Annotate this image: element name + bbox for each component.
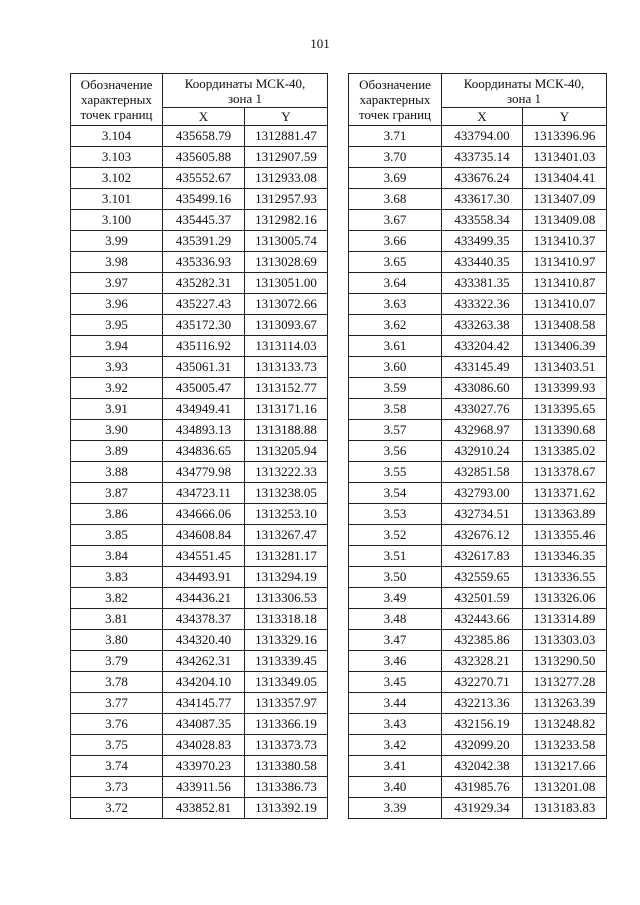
point-label-cell: 3.77 bbox=[71, 693, 163, 714]
x-coordinate-cell: 433794.00 bbox=[442, 126, 523, 147]
point-label-cell: 3.60 bbox=[349, 357, 442, 378]
table-row bbox=[71, 735, 328, 756]
point-label-cell: 3.54 bbox=[349, 483, 442, 504]
point-label-cell: 3.97 bbox=[71, 273, 163, 294]
table-row bbox=[71, 714, 328, 735]
coordinates-header-line2: зона 1 bbox=[506, 90, 542, 106]
point-label-cell: 3.59 bbox=[349, 378, 442, 399]
y-coordinate-cell: 1313238.05 bbox=[245, 483, 328, 504]
x-coordinate-cell: 433086.60 bbox=[442, 378, 523, 399]
y-coordinate-cell: 1313355.46 bbox=[523, 525, 607, 546]
y-coordinate-cell: 1313329.16 bbox=[245, 630, 328, 651]
y-coordinate-cell: 1313399.93 bbox=[523, 378, 607, 399]
y-coordinate-cell: 1313410.07 bbox=[523, 294, 607, 315]
table-row bbox=[349, 294, 607, 315]
y-coordinate-cell: 1313072.66 bbox=[245, 294, 328, 315]
y-coordinate-cell: 1313306.53 bbox=[245, 588, 328, 609]
table-row bbox=[71, 693, 328, 714]
x-coordinate-cell: 435336.93 bbox=[163, 252, 245, 273]
point-label-cell: 3.91 bbox=[71, 399, 163, 420]
y-coordinate-cell: 1313346.35 bbox=[523, 546, 607, 567]
point-label-cell: 3.42 bbox=[349, 735, 442, 756]
y-coordinate-cell: 1313188.88 bbox=[245, 420, 328, 441]
table-row bbox=[71, 273, 328, 294]
x-coordinate-cell: 434608.84 bbox=[163, 525, 245, 546]
x-coordinate-cell: 432328.21 bbox=[442, 651, 523, 672]
table-row bbox=[349, 735, 607, 756]
point-label-cell: 3.90 bbox=[71, 420, 163, 441]
y-coordinate-cell: 1313390.68 bbox=[523, 420, 607, 441]
table-row bbox=[71, 168, 328, 189]
point-label-cell: 3.73 bbox=[71, 777, 163, 798]
point-label-cell: 3.81 bbox=[71, 609, 163, 630]
y-coordinate-cell: 1313133.73 bbox=[245, 357, 328, 378]
y-coordinate-cell: 1313290.50 bbox=[523, 651, 607, 672]
x-coordinate-cell: 434666.06 bbox=[163, 504, 245, 525]
y-coordinate-cell: 1313267.47 bbox=[245, 525, 328, 546]
y-coordinate-cell: 1313217.66 bbox=[523, 756, 607, 777]
x-coordinate-cell: 432042.38 bbox=[442, 756, 523, 777]
point-label-cell: 3.94 bbox=[71, 336, 163, 357]
point-label-header-line3: точек границ bbox=[80, 107, 153, 122]
table-row bbox=[349, 693, 607, 714]
x-header: X bbox=[442, 108, 523, 126]
table-row bbox=[349, 273, 607, 294]
x-coordinate-cell: 431985.76 bbox=[442, 777, 523, 798]
y-coordinate-cell: 1313403.51 bbox=[523, 357, 607, 378]
y-coordinate-cell: 1313336.55 bbox=[523, 567, 607, 588]
x-coordinate-cell: 434836.65 bbox=[163, 441, 245, 462]
y-coordinate-cell: 1313409.08 bbox=[523, 210, 607, 231]
x-coordinate-cell: 432213.36 bbox=[442, 693, 523, 714]
point-label-cell: 3.55 bbox=[349, 462, 442, 483]
table-row bbox=[71, 798, 328, 819]
table-row bbox=[349, 525, 607, 546]
point-label-cell: 3.62 bbox=[349, 315, 442, 336]
y-coordinate-cell: 1313366.19 bbox=[245, 714, 328, 735]
point-label-cell: 3.84 bbox=[71, 546, 163, 567]
table-row bbox=[71, 147, 328, 168]
point-label-cell: 3.82 bbox=[71, 588, 163, 609]
table-row bbox=[349, 357, 607, 378]
x-coordinate-cell: 435172.30 bbox=[163, 315, 245, 336]
table-row bbox=[71, 294, 328, 315]
table-row bbox=[71, 651, 328, 672]
y-coordinate-cell: 1313408.58 bbox=[523, 315, 607, 336]
x-coordinate-cell: 434087.35 bbox=[163, 714, 245, 735]
point-label-cell: 3.61 bbox=[349, 336, 442, 357]
y-coordinate-cell: 1312982.16 bbox=[245, 210, 328, 231]
x-coordinate-cell: 434436.21 bbox=[163, 588, 245, 609]
point-label-cell: 3.95 bbox=[71, 315, 163, 336]
table-row bbox=[349, 126, 607, 147]
point-label-header-line3: точек границ bbox=[358, 107, 432, 122]
table-row bbox=[349, 210, 607, 231]
x-coordinate-cell: 433911.56 bbox=[163, 777, 245, 798]
x-coordinate-cell: 435282.31 bbox=[163, 273, 245, 294]
table-row bbox=[349, 504, 607, 525]
point-label-header-line1: Обозначение bbox=[80, 77, 153, 92]
x-coordinate-cell: 433558.34 bbox=[442, 210, 523, 231]
point-label-cell: 3.46 bbox=[349, 651, 442, 672]
point-label-cell: 3.88 bbox=[71, 462, 163, 483]
point-label-cell: 3.103 bbox=[71, 147, 163, 168]
point-label-cell: 3.64 bbox=[349, 273, 442, 294]
table-row bbox=[349, 147, 607, 168]
y-coordinate-cell: 1313357.97 bbox=[245, 693, 328, 714]
point-label-cell: 3.104 bbox=[71, 126, 163, 147]
table-row bbox=[71, 756, 328, 777]
x-coordinate-cell: 435061.31 bbox=[163, 357, 245, 378]
x-coordinate-cell: 433263.38 bbox=[442, 315, 523, 336]
y-coordinate-cell: 1313005.74 bbox=[245, 231, 328, 252]
table-row bbox=[71, 210, 328, 231]
x-coordinate-cell: 434204.10 bbox=[163, 672, 245, 693]
table-row bbox=[349, 609, 607, 630]
x-coordinate-cell: 434723.11 bbox=[163, 483, 245, 504]
x-coordinate-cell: 435605.88 bbox=[163, 147, 245, 168]
y-coordinate-cell: 1313152.77 bbox=[245, 378, 328, 399]
point-label-cell: 3.102 bbox=[71, 168, 163, 189]
table-row bbox=[71, 546, 328, 567]
table-row bbox=[349, 777, 607, 798]
y-coordinate-cell: 1313318.18 bbox=[245, 609, 328, 630]
y-coordinate-cell: 1313401.03 bbox=[523, 147, 607, 168]
table-row bbox=[71, 357, 328, 378]
table-row bbox=[349, 315, 607, 336]
point-label-cell: 3.65 bbox=[349, 252, 442, 273]
y-coordinate-cell: 1313373.73 bbox=[245, 735, 328, 756]
table-row bbox=[71, 252, 328, 273]
y-coordinate-cell: 1313410.97 bbox=[523, 252, 607, 273]
x-coordinate-cell: 431929.34 bbox=[442, 798, 523, 819]
table-row bbox=[71, 588, 328, 609]
point-label-cell: 3.83 bbox=[71, 567, 163, 588]
point-label-cell: 3.72 bbox=[71, 798, 163, 819]
table-row bbox=[71, 126, 328, 147]
table-row bbox=[71, 399, 328, 420]
y-coordinate-cell: 1313396.96 bbox=[523, 126, 607, 147]
point-label-cell: 3.74 bbox=[71, 756, 163, 777]
y-coordinate-cell: 1313404.41 bbox=[523, 168, 607, 189]
x-coordinate-cell: 432734.51 bbox=[442, 504, 523, 525]
y-coordinate-cell: 1313380.58 bbox=[245, 756, 328, 777]
x-coordinate-cell: 433499.35 bbox=[442, 231, 523, 252]
point-label-cell: 3.41 bbox=[349, 756, 442, 777]
point-label-cell: 3.49 bbox=[349, 588, 442, 609]
table-row bbox=[71, 777, 328, 798]
x-coordinate-cell: 435116.92 bbox=[163, 336, 245, 357]
table-row bbox=[71, 630, 328, 651]
y-coordinate-cell: 1313028.69 bbox=[245, 252, 328, 273]
point-label-cell: 3.57 bbox=[349, 420, 442, 441]
table-row bbox=[349, 420, 607, 441]
point-label-cell: 3.101 bbox=[71, 189, 163, 210]
table-row bbox=[349, 378, 607, 399]
y-coordinate-cell: 1313201.08 bbox=[523, 777, 607, 798]
point-label-cell: 3.48 bbox=[349, 609, 442, 630]
x-coordinate-cell: 432910.24 bbox=[442, 441, 523, 462]
y-coordinate-cell: 1313294.19 bbox=[245, 567, 328, 588]
y-coordinate-cell: 1313386.73 bbox=[245, 777, 328, 798]
point-label-cell: 3.78 bbox=[71, 672, 163, 693]
table-row bbox=[71, 441, 328, 462]
y-coordinate-cell: 1313349.05 bbox=[245, 672, 328, 693]
point-label-cell: 3.47 bbox=[349, 630, 442, 651]
x-coordinate-cell: 433735.14 bbox=[442, 147, 523, 168]
point-label-cell: 3.50 bbox=[349, 567, 442, 588]
coordinates-header-line1: Координаты МСК-40, bbox=[463, 75, 585, 91]
y-coordinate-cell: 1313326.06 bbox=[523, 588, 607, 609]
table-row bbox=[349, 651, 607, 672]
y-coordinate-cell: 1313339.45 bbox=[245, 651, 328, 672]
coordinates-header bbox=[163, 74, 328, 108]
table-row bbox=[71, 231, 328, 252]
y-coordinate-cell: 1313222.33 bbox=[245, 462, 328, 483]
table-row bbox=[349, 714, 607, 735]
point-label-cell: 3.99 bbox=[71, 231, 163, 252]
x-coordinate-cell: 434551.45 bbox=[163, 546, 245, 567]
table-row bbox=[349, 483, 607, 504]
point-label-cell: 3.96 bbox=[71, 294, 163, 315]
x-coordinate-cell: 435658.79 bbox=[163, 126, 245, 147]
y-coordinate-cell: 1313406.39 bbox=[523, 336, 607, 357]
table-body bbox=[349, 126, 607, 819]
point-label-cell: 3.58 bbox=[349, 399, 442, 420]
y-coordinate-cell: 1313248.82 bbox=[523, 714, 607, 735]
x-coordinate-cell: 434949.41 bbox=[163, 399, 245, 420]
table-row bbox=[71, 609, 328, 630]
x-coordinate-cell: 435391.29 bbox=[163, 231, 245, 252]
x-coordinate-cell: 432559.65 bbox=[442, 567, 523, 588]
table-row bbox=[349, 672, 607, 693]
x-coordinate-cell: 432851.58 bbox=[442, 462, 523, 483]
x-coordinate-cell: 435227.43 bbox=[163, 294, 245, 315]
x-coordinate-cell: 432676.12 bbox=[442, 525, 523, 546]
point-label-cell: 3.67 bbox=[349, 210, 442, 231]
table-row bbox=[71, 567, 328, 588]
x-coordinate-cell: 432099.20 bbox=[442, 735, 523, 756]
x-coordinate-cell: 433145.49 bbox=[442, 357, 523, 378]
y-coordinate-cell: 1313205.94 bbox=[245, 441, 328, 462]
coordinates-table-left bbox=[70, 73, 328, 819]
coordinates-header-line1: Координаты МСК-40, bbox=[184, 75, 306, 91]
x-coordinate-cell: 433204.42 bbox=[442, 336, 523, 357]
x-coordinate-cell: 435499.16 bbox=[163, 189, 245, 210]
point-label-header-line1: Обозначение bbox=[359, 77, 431, 92]
y-coordinate-cell: 1313093.67 bbox=[245, 315, 328, 336]
y-header: Y bbox=[523, 108, 607, 126]
table-row bbox=[349, 630, 607, 651]
point-label-cell: 3.86 bbox=[71, 504, 163, 525]
y-coordinate-cell: 1313263.39 bbox=[523, 693, 607, 714]
point-label-cell: 3.100 bbox=[71, 210, 163, 231]
x-coordinate-cell: 433440.35 bbox=[442, 252, 523, 273]
x-coordinate-cell: 434320.40 bbox=[163, 630, 245, 651]
x-coordinate-cell: 434262.31 bbox=[163, 651, 245, 672]
y-coordinate-cell: 1313277.28 bbox=[523, 672, 607, 693]
y-coordinate-cell: 1313363.89 bbox=[523, 504, 607, 525]
point-label-header-line2: характерных bbox=[81, 92, 152, 107]
point-label-cell: 3.89 bbox=[71, 441, 163, 462]
y-coordinate-cell: 1313395.65 bbox=[523, 399, 607, 420]
y-coordinate-cell: 1313051.00 bbox=[245, 273, 328, 294]
y-coordinate-cell: 1313303.03 bbox=[523, 630, 607, 651]
y-coordinate-cell: 1313385.02 bbox=[523, 441, 607, 462]
coordinates-table-right bbox=[348, 73, 607, 819]
point-label-cell: 3.79 bbox=[71, 651, 163, 672]
x-header: X bbox=[163, 108, 245, 126]
table-row bbox=[349, 546, 607, 567]
y-coordinate-cell: 1313114.03 bbox=[245, 336, 328, 357]
page-number: 101 bbox=[310, 36, 330, 51]
point-label-cell: 3.98 bbox=[71, 252, 163, 273]
table-row bbox=[349, 189, 607, 210]
x-coordinate-cell: 434028.83 bbox=[163, 735, 245, 756]
point-label-cell: 3.75 bbox=[71, 735, 163, 756]
table-row bbox=[349, 441, 607, 462]
x-coordinate-cell: 434779.98 bbox=[163, 462, 245, 483]
x-coordinate-cell: 435005.47 bbox=[163, 378, 245, 399]
table-row bbox=[349, 336, 607, 357]
table-row bbox=[71, 483, 328, 504]
point-label-header-line2: характерных bbox=[359, 92, 431, 107]
table-row bbox=[349, 798, 607, 819]
table-row bbox=[349, 252, 607, 273]
point-label-cell: 3.45 bbox=[349, 672, 442, 693]
point-label-cell: 3.92 bbox=[71, 378, 163, 399]
point-label-cell: 3.52 bbox=[349, 525, 442, 546]
y-coordinate-cell: 1313392.19 bbox=[245, 798, 328, 819]
point-label-cell: 3.69 bbox=[349, 168, 442, 189]
x-coordinate-cell: 433970.23 bbox=[163, 756, 245, 777]
coordinates-header bbox=[442, 74, 607, 108]
x-coordinate-cell: 432501.59 bbox=[442, 588, 523, 609]
point-label-cell: 3.66 bbox=[349, 231, 442, 252]
point-label-cell: 3.39 bbox=[349, 798, 442, 819]
y-coordinate-cell: 1312933.08 bbox=[245, 168, 328, 189]
y-coordinate-cell: 1313183.83 bbox=[523, 798, 607, 819]
y-coordinate-cell: 1313371.62 bbox=[523, 483, 607, 504]
table-row bbox=[349, 231, 607, 252]
y-header: Y bbox=[245, 108, 328, 126]
x-coordinate-cell: 434493.91 bbox=[163, 567, 245, 588]
x-coordinate-cell: 434145.77 bbox=[163, 693, 245, 714]
table-row bbox=[71, 189, 328, 210]
table-row bbox=[71, 672, 328, 693]
x-coordinate-cell: 435445.37 bbox=[163, 210, 245, 231]
y-coordinate-cell: 1312907.59 bbox=[245, 147, 328, 168]
x-coordinate-cell: 433027.76 bbox=[442, 399, 523, 420]
y-coordinate-cell: 1312881.47 bbox=[245, 126, 328, 147]
point-label-cell: 3.85 bbox=[71, 525, 163, 546]
point-label-cell: 3.63 bbox=[349, 294, 442, 315]
table-row bbox=[349, 399, 607, 420]
y-coordinate-cell: 1313410.37 bbox=[523, 231, 607, 252]
x-coordinate-cell: 435552.67 bbox=[163, 168, 245, 189]
x-coordinate-cell: 432385.86 bbox=[442, 630, 523, 651]
point-label-cell: 3.56 bbox=[349, 441, 442, 462]
x-coordinate-cell: 432443.66 bbox=[442, 609, 523, 630]
point-label-cell: 3.70 bbox=[349, 147, 442, 168]
point-label-cell: 3.76 bbox=[71, 714, 163, 735]
table-row bbox=[71, 504, 328, 525]
coordinates-header-line2: зона 1 bbox=[227, 90, 263, 106]
point-label-cell: 3.44 bbox=[349, 693, 442, 714]
table-row bbox=[71, 525, 328, 546]
x-coordinate-cell: 433617.30 bbox=[442, 189, 523, 210]
point-label-cell: 3.93 bbox=[71, 357, 163, 378]
point-label-cell: 3.87 bbox=[71, 483, 163, 504]
x-coordinate-cell: 433676.24 bbox=[442, 168, 523, 189]
table-row bbox=[349, 567, 607, 588]
x-coordinate-cell: 432793.00 bbox=[442, 483, 523, 504]
y-coordinate-cell: 1313281.17 bbox=[245, 546, 328, 567]
point-label-cell: 3.40 bbox=[349, 777, 442, 798]
y-coordinate-cell: 1312957.93 bbox=[245, 189, 328, 210]
y-coordinate-cell: 1313171.16 bbox=[245, 399, 328, 420]
point-label-header bbox=[71, 74, 163, 126]
x-coordinate-cell: 432270.71 bbox=[442, 672, 523, 693]
x-coordinate-cell: 433852.81 bbox=[163, 798, 245, 819]
point-label-cell: 3.71 bbox=[349, 126, 442, 147]
y-coordinate-cell: 1313378.67 bbox=[523, 462, 607, 483]
table-row bbox=[349, 588, 607, 609]
table-row bbox=[71, 336, 328, 357]
table-body bbox=[71, 126, 328, 819]
x-coordinate-cell: 432156.19 bbox=[442, 714, 523, 735]
point-label-cell: 3.68 bbox=[349, 189, 442, 210]
x-coordinate-cell: 432617.83 bbox=[442, 546, 523, 567]
point-label-header bbox=[349, 74, 442, 126]
y-coordinate-cell: 1313407.09 bbox=[523, 189, 607, 210]
table-row bbox=[349, 168, 607, 189]
x-coordinate-cell: 434893.13 bbox=[163, 420, 245, 441]
point-label-cell: 3.43 bbox=[349, 714, 442, 735]
y-coordinate-cell: 1313253.10 bbox=[245, 504, 328, 525]
point-label-cell: 3.80 bbox=[71, 630, 163, 651]
x-coordinate-cell: 433381.35 bbox=[442, 273, 523, 294]
table-row bbox=[71, 420, 328, 441]
point-label-cell: 3.51 bbox=[349, 546, 442, 567]
table-row bbox=[71, 378, 328, 399]
x-coordinate-cell: 433322.36 bbox=[442, 294, 523, 315]
y-coordinate-cell: 1313233.58 bbox=[523, 735, 607, 756]
table-row bbox=[349, 462, 607, 483]
x-coordinate-cell: 432968.97 bbox=[442, 420, 523, 441]
table-row bbox=[71, 315, 328, 336]
table-row bbox=[71, 462, 328, 483]
y-coordinate-cell: 1313410.87 bbox=[523, 273, 607, 294]
point-label-cell: 3.53 bbox=[349, 504, 442, 525]
x-coordinate-cell: 434378.37 bbox=[163, 609, 245, 630]
y-coordinate-cell: 1313314.89 bbox=[523, 609, 607, 630]
table-row bbox=[349, 756, 607, 777]
